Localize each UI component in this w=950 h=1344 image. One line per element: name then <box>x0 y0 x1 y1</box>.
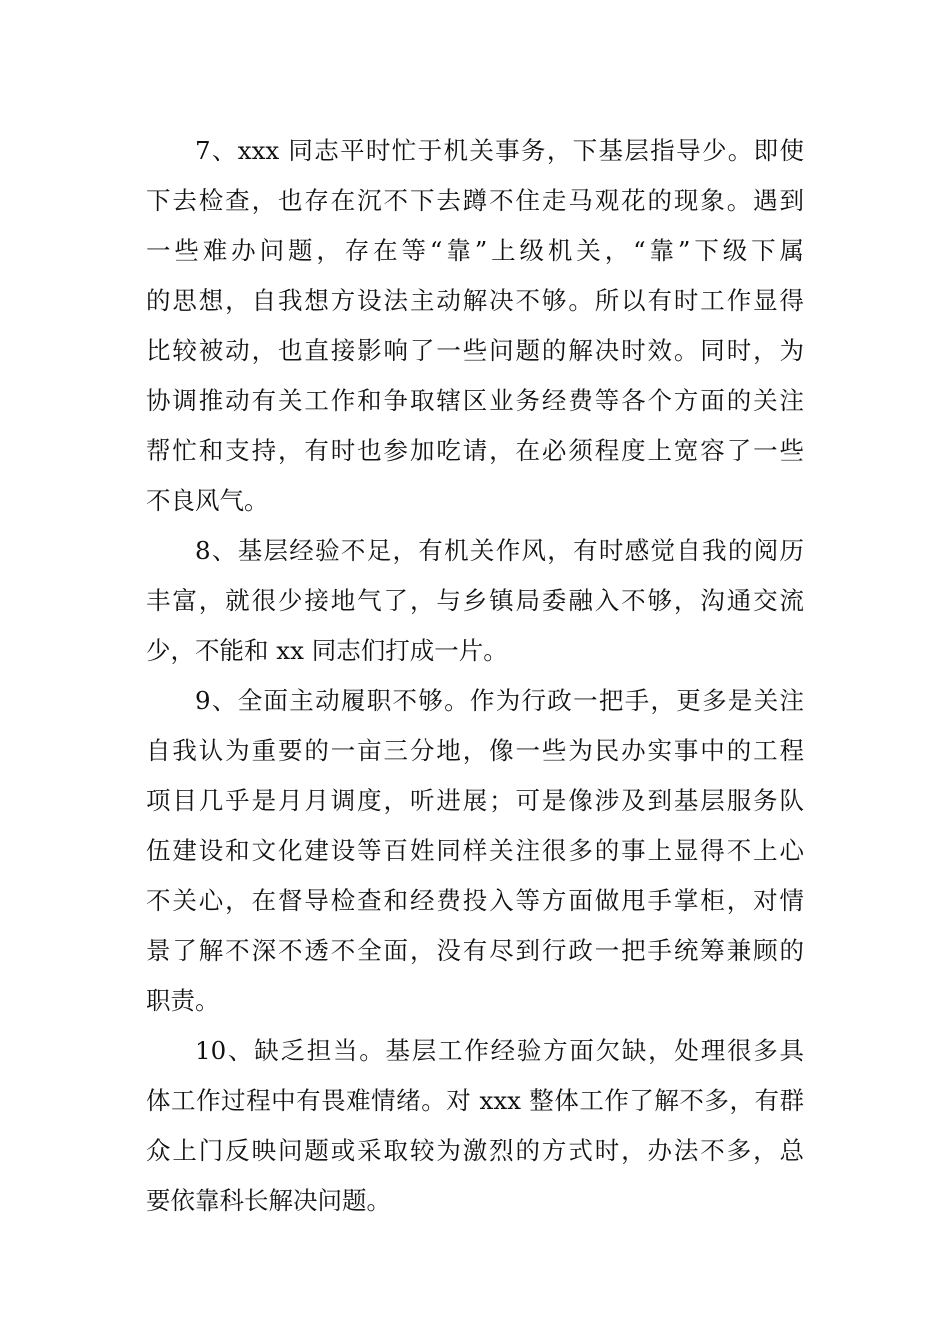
text-line: 要依靠科长解决问题。 <box>146 1186 391 1215</box>
text-line: 少，不能和 xx 同志们打成一片。 <box>146 636 508 665</box>
text-line: 项目几乎是月月调度，听进展；可是像涉及到基层服务队 <box>146 786 804 815</box>
text-line: 比较被动，也直接影响了一些问题的解决时效。同时，为 <box>146 336 804 365</box>
text-line: 景了解不深不透不全面，没有尽到行政一把手统筹兼顾的 <box>146 936 804 965</box>
text-line: 职责。 <box>146 986 220 1015</box>
paragraph-item-8 <box>146 526 804 676</box>
text-line: 协调推动有关工作和争取辖区业务经费等各个方面的关注 <box>146 386 804 415</box>
text-line: 不关心，在督导检查和经费投入等方面做甩手掌柜，对情 <box>146 886 804 915</box>
text-line: 体工作过程中有畏难情绪。对 xxx 整体工作了解不多，有群 <box>146 1086 804 1115</box>
document-body <box>146 126 804 1226</box>
text-line: 不良风气。 <box>146 486 269 515</box>
text-line: 下去检查，也存在沉不下去蹲不住走马观花的现象。遇到 <box>146 186 804 215</box>
paragraph-item-9 <box>146 676 804 1026</box>
text-line: 丰富，就很少接地气了，与乡镇局委融入不够，沟通交流 <box>146 586 804 615</box>
text-line: 伍建设和文化建设等百姓同样关注很多的事上显得不上心 <box>146 836 804 865</box>
paragraph-item-7 <box>146 126 804 526</box>
text-line: 9、全面主动履职不够。作为行政一把手，更多是关注 <box>195 686 804 715</box>
text-line: 自我认为重要的一亩三分地，像一些为民办实事中的工程 <box>146 736 804 765</box>
text-line: 8、基层经验不足，有机关作风，有时感觉自我的阅历 <box>195 536 804 565</box>
text-line: 10、缺乏担当。基层工作经验方面欠缺，处理很多具 <box>195 1036 804 1065</box>
text-line: 7、xxx 同志平时忙于机关事务，下基层指导少。即使 <box>195 136 804 165</box>
text-line: 一些难办问题，存在等“靠”上级机关，“靠”下级下属 <box>146 236 804 265</box>
paragraph-item-10 <box>146 1026 804 1226</box>
text-line: 众上门反映问题或采取较为激烈的方式时，办法不多，总 <box>146 1136 804 1165</box>
text-line: 帮忙和支持，有时也参加吃请，在必须程度上宽容了一些 <box>146 436 804 465</box>
text-line: 的思想，自我想方设法主动解决不够。所以有时工作显得 <box>146 286 804 315</box>
